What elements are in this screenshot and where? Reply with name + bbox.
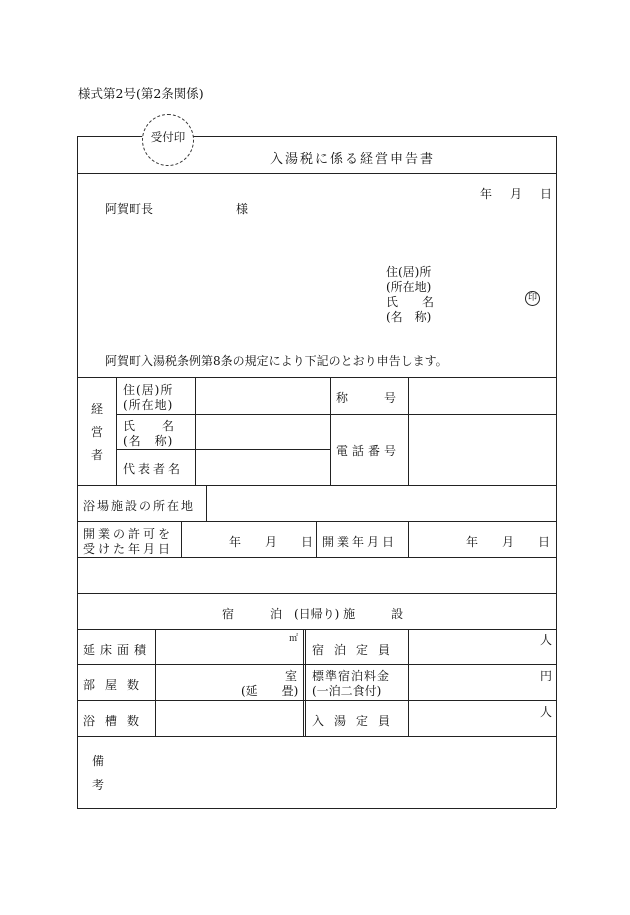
open-date-label: 開業年月日 — [322, 535, 398, 549]
rooms-unit: 室 — [285, 669, 298, 683]
lodging-facility-header: 宿 泊 (日帰り) 施 設 — [222, 607, 404, 621]
operator-address-label: 住(居)所 — [123, 383, 174, 397]
applicant-address-sub: (所在地) — [386, 280, 432, 294]
applicant-name-sub: (名 称) — [386, 310, 432, 324]
statement: 阿賀町入湯税条例第8条の規定により下記のとおり申告します。 — [105, 354, 448, 368]
applicant-name-label: 氏 名 — [386, 295, 435, 309]
remarks-label-1: 備 — [92, 754, 105, 768]
trade-name-label: 称 号 — [336, 391, 397, 405]
representative-label: 代表者名 — [123, 462, 184, 476]
operator-name-sub: (名 称) — [123, 434, 174, 448]
rooms-sub: (延 畳) — [241, 684, 299, 698]
capacity-label: 宿泊定員 — [312, 643, 401, 657]
baths-label: 浴槽数 — [83, 714, 150, 728]
form-number: 様式第2号(第2条関係) — [78, 86, 204, 101]
fee-sub: (一泊二食付) — [312, 684, 382, 698]
permit-label-2: 受けた年月日 — [83, 542, 174, 556]
stamp-label: 受付印 — [150, 130, 186, 144]
bath-capacity-unit: 人 — [540, 705, 553, 719]
operator-address-sub: (所在地) — [123, 398, 174, 412]
permit-label-1: 開業の許可を — [83, 527, 174, 541]
reception-stamp — [142, 114, 194, 166]
bath-capacity-label: 入湯定員 — [312, 714, 401, 728]
applicant-address-label: 住(居)所 — [386, 265, 432, 279]
rooms-label: 部屋数 — [83, 678, 150, 692]
operator-label-3: 者 — [91, 448, 104, 462]
honorific: 様 — [236, 202, 249, 216]
phone-label: 電話番号 — [336, 444, 401, 458]
floor-area-unit: ㎡ — [289, 634, 299, 644]
permit-date: 年 月 日 — [229, 535, 314, 549]
fee-label: 標準宿泊料金 — [312, 669, 391, 683]
capacity-unit: 人 — [540, 633, 553, 647]
operator-label-1: 経 — [91, 402, 104, 416]
facility-location-label: 浴場施設の所在地 — [83, 499, 196, 513]
open-date: 年 月 日 — [466, 535, 551, 549]
addressee: 阿賀町長 — [105, 202, 154, 216]
form-title: 入湯税に係る経営申告書 — [270, 152, 436, 167]
operator-name-label: 氏 名 — [123, 419, 176, 433]
remarks-label-2: 考 — [92, 778, 105, 792]
operator-label-2: 営 — [91, 425, 104, 439]
seal-mark: 印 — [525, 291, 540, 306]
date-line: 年 月 日 — [480, 187, 556, 201]
floor-area-label: 延床面積 — [83, 643, 152, 657]
fee-unit: 円 — [540, 669, 553, 683]
